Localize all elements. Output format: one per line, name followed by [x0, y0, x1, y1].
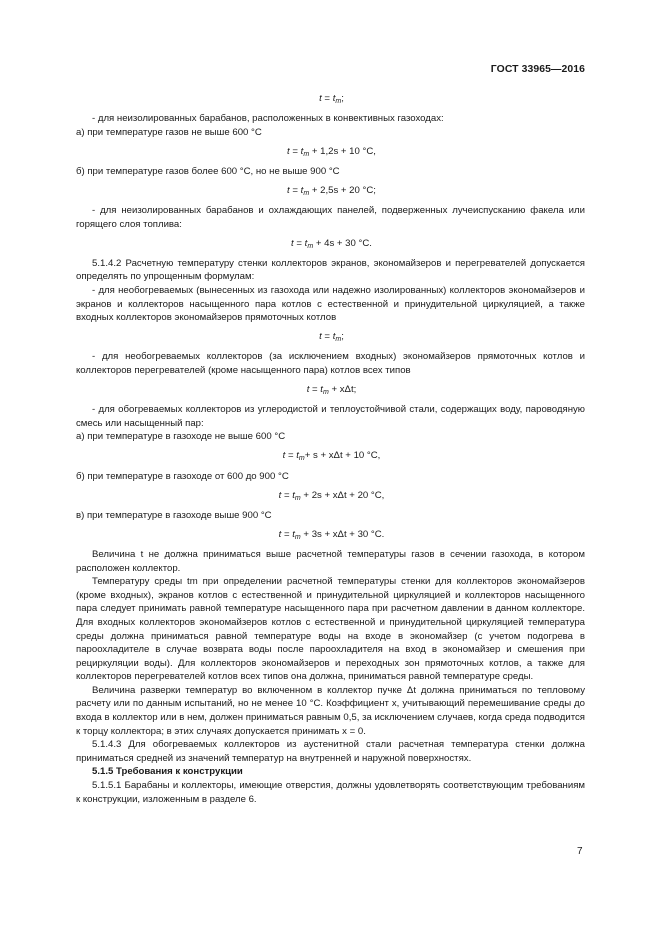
paragraph: - для обогреваемых коллекторов из углеродистой и теплоустойчивой стали, содержащих воду, пароводяную смесь или насыщенный пар: [76, 404, 585, 429]
paragraph: 5.1.4.3 Для обогреваемых коллекторов из аустенитной стали расчетная температура стенки должна приниматься средней из значений температур на внутренней и наружной поверхностях. [76, 739, 585, 764]
paragraph: а) при температуре газов не выше 600 °С [76, 126, 262, 138]
formula: $t = t_m$; [319, 331, 344, 344]
formula: $t = t_m + 2,5s + 20$ °С; [287, 184, 376, 197]
paragraph: б) при температуре газов более 600 °С, но не выше 900 °С [76, 165, 340, 177]
section-heading: 5.1.5 Требования к конструкции [92, 766, 243, 778]
paragraph: - для необогреваемых (вынесенных из газохода или надежно изолированных) коллекторов экономайзеров и экранов и коллекторов насыщенного пара котлов с естественной и принудительной циркуляцией, а также входных коллекторов экономайзеров прямоточных котлов [76, 285, 585, 324]
formula: $t = t_m + 4s + 30$ °С. [291, 237, 372, 250]
formula: $t = t_m + 3s + x\Delta t + 30$ °С. [278, 528, 385, 541]
paragraph: б) при температуре в газоходе от 600 до 900 °С [76, 470, 289, 482]
page-body [76, 92, 585, 806]
formula: $t = t_m+ s + x\Delta t + 10$ °С, [282, 450, 381, 463]
paragraph: 5.1.5.1 Барабаны и коллекторы, имеющие отверстия, должны удовлетворять соответствующим требованиям к конструкции, изложенным в разделе 6. [76, 780, 585, 805]
paragraph: - для необогреваемых коллекторов (за исключением входных) экономайзеров прямоточных котлов и коллекторов перегревателей (кроме насыщенного пара) котлов всех типов [76, 351, 585, 376]
paragraph: 5.1.4.2 Расчетную температуру стенки коллекторов экранов, экономайзеров и перегревателей допускается определять по упрощенным формулам: [76, 257, 585, 283]
page-number: 7 [577, 846, 583, 857]
formula: $t = t_m + 2s + x\Delta t + 20$ °С, [278, 489, 385, 502]
formula: $t = t_m$; [319, 93, 344, 105]
paragraph: а) при температуре в газоходе не выше 600 °С [76, 431, 286, 443]
paragraph: - для неизолированных барабанов и охлаждающих панелей, подверженных лучеиспусканию факела или горящего слоя топлива: [76, 205, 585, 230]
paragraph: - для неизолированных барабанов, расположенных в конвективных газоходах: [92, 113, 444, 125]
paragraph: Температуру среды tm при определении расчетной температуры стенки для коллекторов экономайзеров (кроме входных), экранов котлов с естественной и принудительной циркуляцией и коллекторов насыщенного пара следует принимать равной температуре насыщенного пара при расчетном давлении в данном коллекторе. Для входных коллекторов экономайзеров котлов с естественной и принудительной циркуляцией температура среды должна приниматься равной температуре воды на входе в экономайзер (с учетом подогрева в пароохладителе в случае возврата воды после пароохладителя на вход в экономайзер и смешения при рециркуляции воды). Для коллекторов экономайзеров и переходных зон прямоточных котлов, а также для коллекторов перегревателей котлов всех типов она должна, приниматься равной температуре среды. [76, 576, 585, 683]
formula: $t = t_m + 1,2s + 10$ °С, [287, 145, 376, 158]
document-code: ГОСТ 33965—2016 [490, 64, 585, 75]
paragraph: Величина разверки температур во включенном в коллектор пучке Δt должна приниматься по тепловому расчету или по данным испытаний, но не менее 10 °С. Коэффициент x, учитывающий перемешивание среды до входа в коллектор или в нем, должен приниматься равным 0,5, за исключением случаев, когда среда подводится к торцу коллектора; в этих случаях допускается принимать x = 0. [76, 684, 585, 737]
formula: $t = t_m + x\Delta t$; [306, 384, 357, 397]
paragraph: в) при температуре в газоходе выше 900 °С [76, 509, 272, 521]
paragraph: Величина t не должна приниматься выше расчетной температуры газов в сечении газохода, в котором расположен коллектор. [76, 548, 585, 574]
